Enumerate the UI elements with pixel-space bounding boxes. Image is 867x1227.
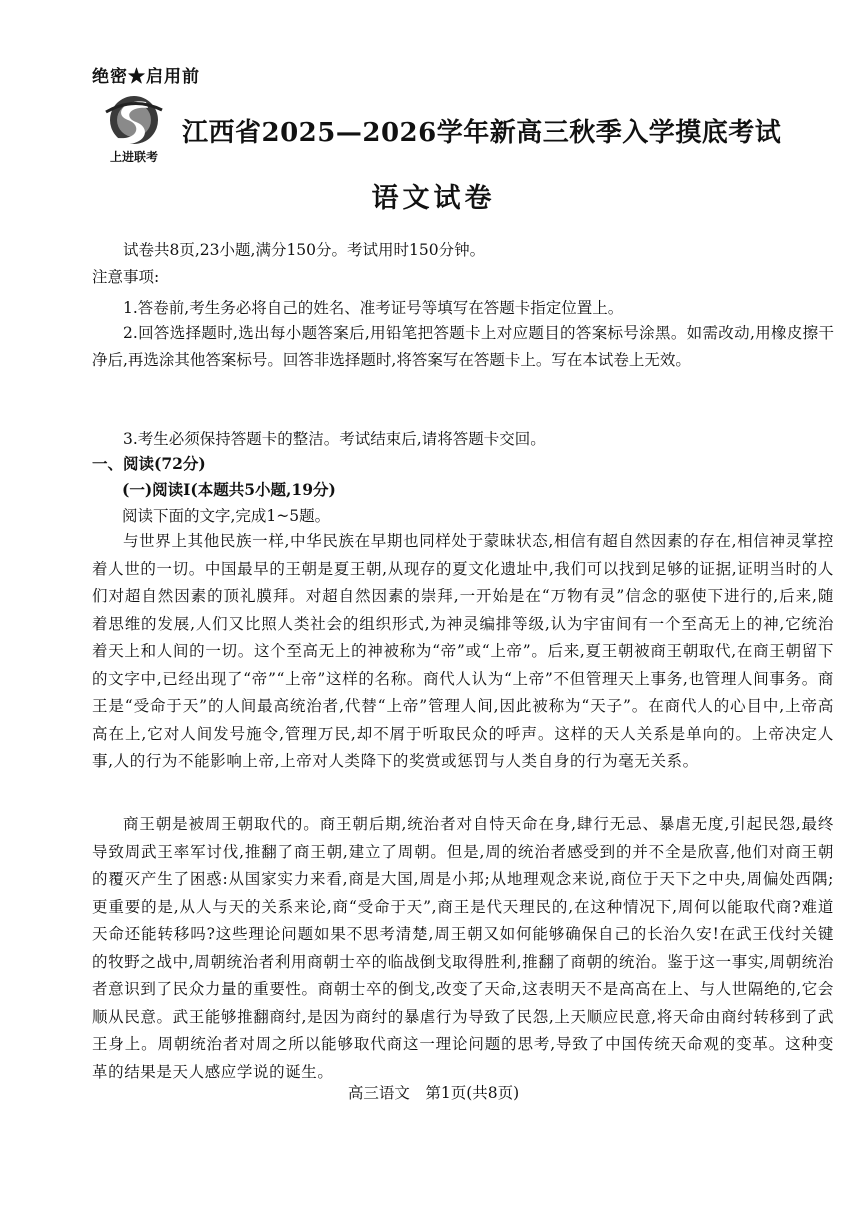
- confidential-label: 绝密★启用前: [92, 67, 200, 87]
- logo-text: 上进联考: [109, 150, 158, 164]
- notice-title: 注意事项:: [92, 268, 160, 286]
- exam-logo: [98, 92, 170, 172]
- subject-title: 语文试卷: [371, 183, 496, 214]
- logo-emblem-icon: [98, 92, 170, 150]
- reading-instruction: 阅读下面的文字,完成1~5题。: [122, 507, 331, 525]
- subsection-heading: (一)阅读Ⅰ(本题共5小题,19分): [122, 480, 336, 499]
- page-footer: 高三语文 第1页(共8页): [347, 1084, 520, 1102]
- passage-paragraph: 与世界上其他民族一样,中华民族在早期也同样处于蒙昧状态,相信有超自然因素的存在,相信神灵掌控着人世的一切。中国最早的王朝是夏王朝,从现存的夏文化遗址中,我们可以找到足够的证据,证明当时的人们对超自然因素的顶礼膜拜。对超自然因素的崇拜,一开始是在“万物有灵”信念的驱使下进行的,后来,随着思维的发展,人们又比照人类社会的组织形式,为神灵编排等级,认为宇宙间有一个至高无上的神,它统治着天上和人间的一切。这个至高无上的神被称为“帝”或“上帝”。后来,夏王朝被商王朝取代,在商王朝留下的文字中,已经出现了“帝”“上帝”这样的名称。商代人认为“上帝”不但管理天上事务,也管理人间事务。商王是“受命于天”的人间最高统治者,代替“上帝”管理人间,因此被称为“天子”。在商代人的心目中,上帝高高在上,它对人间发号施令,管理万民,却不屑于听取民众的呼声。这样的天人关系是单向的。上帝决定人事,人的行为不能影响上帝,上帝对人类降下的奖赏或惩罚与人类自身的行为毫无关系。: [92, 532, 834, 770]
- exam-title: 江西省2025—2026学年新高三秋季入学摸底考试: [182, 118, 782, 148]
- notice-item: 1.答卷前,考生务必将自己的姓名、准考证号等填写在答题卡指定位置上。: [123, 299, 624, 317]
- notice-item: 2.回答选择题时,选出每小题答案后,用铅笔把答题卡上对应题目的答案标号涂黑。如需改动,用橡皮擦干净后,再选涂其他答案标号。回答非选择题时,将答案写在答题卡上。写在本试卷上无效。: [92, 324, 834, 369]
- section-heading: 一、阅读(72分): [92, 454, 206, 473]
- notice-item: 3.考生必须保持答题卡的整洁。考试结束后,请将答题卡交回。: [123, 430, 546, 448]
- exam-intro: 试卷共8页,23小题,满分150分。考试用时150分钟。: [123, 241, 486, 259]
- passage-paragraph: 商王朝是被周王朝取代的。商王朝后期,统治者对自恃天命在身,肆行无忌、暴虐无度,引起民怨,最终导致周武王率军讨伐,推翻了商王朝,建立了周朝。但是,周的统治者感受到的并不全是欣喜,他们对商王朝的覆灭产生了困惑:从国家实力来看,商是大国,周是小邦;从地理观念来说,商位于天下之中央,周偏处西隅;更重要的是,从人与天的关系来论,商“受命于天”,商王是代天理民的,在这种情况下,周何以能取代商?难道天命还能转移吗?这些理论问题如果不思考清楚,周王朝又如何能够确保自己的长治久安!在武王伐纣关键的牧野之战中,周朝统治者利用商朝士卒的临战倒戈取得胜利,推翻了商朝的统治。鉴于这一事实,周朝统治者意识到了民众力量的重要性。商朝士卒的倒戈,改变了天命,这表明天不是高高在上、与人世隔绝的,它会顺从民意。武王能够推翻商纣,是因为商纣的暴虐行为导致了民怨,上天顺应民意,将天命由商纣转移到了武王身上。周朝统治者对周之所以能够取代商这一理论问题的思考,导致了中国传统天命观的变革。这种变革的结果是天人感应学说的诞生。: [92, 815, 834, 1081]
